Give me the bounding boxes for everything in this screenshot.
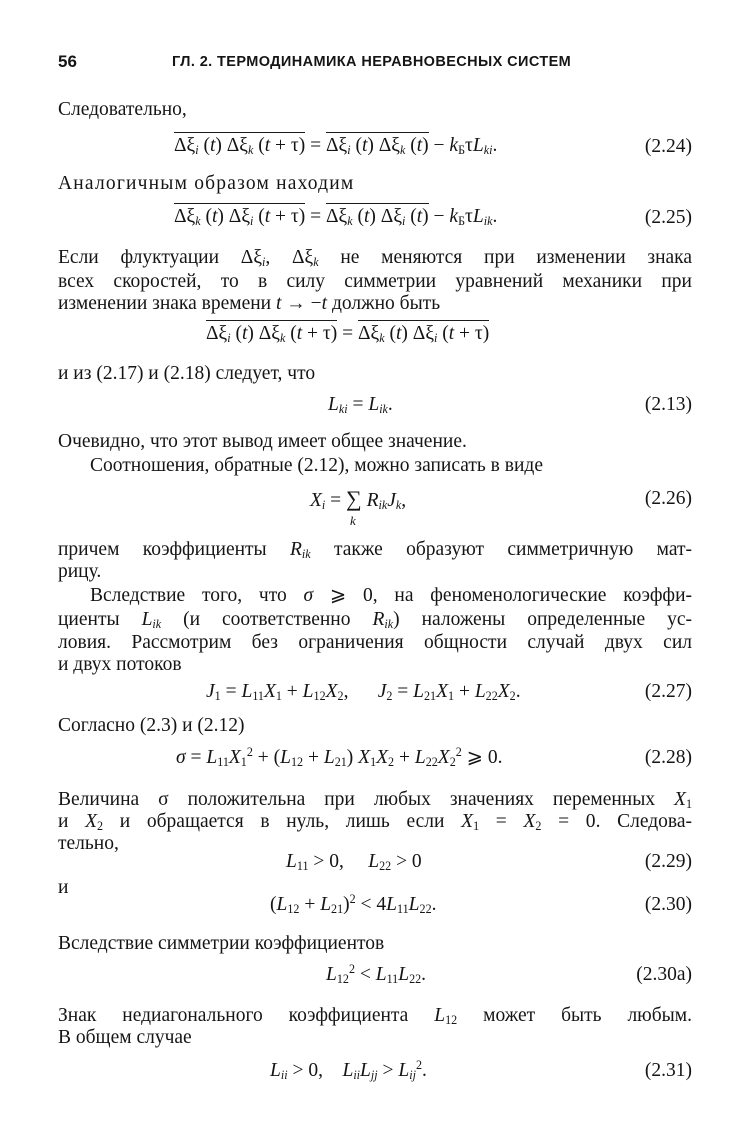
equation-2-26: $X_i$ = ∑ k $R_{ik}J_k$, [310, 486, 407, 528]
equation-2-31: $L_{ii} > 0$, $L_{ii}L_{jj} > L_{ij}^2$. [270, 1057, 427, 1083]
paragraph-sign-line-2: В общем случае [58, 1027, 192, 1048]
equation-2-25: $\Delta\xi_k$ (t) $\Delta\xi_i$ $(t + \tau) = \Delta\xi_k$ (t) $\Delta\xi_i$ $(t) - k_Б\tau L_{ik}$. [174, 203, 497, 230]
paragraph-coefficients-line-1: причем коэффициенты $R_{ik}$ также образуют симметричную мат- [58, 539, 692, 562]
page-number: 56 [58, 52, 77, 71]
equation-symmetry: $\Delta\xi_i$ (t) $\Delta\xi_k$ $(t + \tau) = \Delta\xi_k$ (t) $\Delta\xi_i$ (t + τ) [206, 320, 489, 347]
equation-2-24: $\Delta\xi_i$ (t) $\Delta\xi_k$ $(t + \tau) = \Delta\xi_i$ (t) $\Delta\xi_k$ $(t) - k_Б\tau L_{ki}$. [174, 132, 497, 159]
paragraph-sign-line-1: Знак недиагонального коэффициента $L_{12}$ может быть любым. [58, 1005, 692, 1028]
running-title: ГЛ. 2. ТЕРМОДИНАМИКА НЕРАВНОВЕСНЫХ СИСТЕМ [172, 54, 572, 70]
page-header [58, 52, 692, 78]
equation-number: (2.26) [644, 488, 692, 509]
paragraph-similarly: Аналогичным образом находим [58, 173, 355, 194]
equation-number: (2.13) [644, 394, 692, 415]
paragraph-sigma-line-4: и двух потоков [58, 654, 182, 675]
equation-number: (2.30) [644, 894, 692, 915]
paragraph-due-to-symmetry: Вследствие симметрии коэффициентов [58, 933, 385, 954]
paragraph-obviously: Очевидно, что этот вывод имеет общее значение. [58, 431, 467, 452]
paragraph-therefore: Следовательно, [58, 99, 187, 120]
equation-2-27: $J_1 = L_{11}X_1 + L_{12}X_2$, $J_2 = L_{21}X_1 + L_{22}X_2$. [206, 681, 521, 704]
paragraph-fluctuations-line-3: изменении знака времени t → −t должно быть [58, 293, 441, 314]
equation-number: (2.25) [644, 207, 692, 228]
equation-2-30a: $L_{12}^2 < L_{11}L_{22}$. [326, 961, 427, 987]
paragraph-according: Согласно (2.3) и (2.12) [58, 715, 245, 736]
equation-number: (2.31) [644, 1060, 692, 1081]
paragraph-magnitude-line-2: и $X_2$ и обращается в нуль, лишь если $X_1 = X_2 = 0$. Следова- [58, 811, 693, 834]
paragraph-sigma-line-1: Вследствие того, что σ ⩾ 0, на феноменологические коэффи- [90, 585, 692, 606]
paragraph-and: и [58, 877, 69, 898]
equation-2-29: $L_{11} > 0$, $L_{22} > 0$ [286, 851, 422, 874]
paragraph-fluctuations-line-2: всех скоростей, то в силу симметрии уравнений механики при [58, 271, 692, 292]
equation-number: (2.29) [644, 851, 692, 872]
paragraph-magnitude-line-1: Величина σ положительна при любых значениях переменных $X_1$ [58, 789, 692, 812]
paragraph-sigma-line-3: ловия. Рассмотрим без ограничения общности случай двух сил [58, 632, 692, 653]
summation-sign: ∑ k [346, 486, 362, 528]
equation-number: (2.28) [644, 747, 692, 768]
equation-2-30: $(L_{12} + L_{21})^2 < 4L_{11}L_{22}$. [270, 891, 437, 917]
equation-number: (2.27) [644, 681, 692, 702]
equation-2-28: $\sigma = L_{11}X_1^2 + (L_{12} + L_{21}) X_1X_2 + L_{22}X_2^2$ ⩾ 0. [176, 744, 503, 770]
paragraph-coefficients-line-2: рицу. [58, 561, 102, 582]
equation-2-13: $L_{ki} = L_{ik}$. [328, 394, 393, 417]
paragraph-sigma-line-2: циенты $L_{ik}$ (и соответственно $R_{ik}$) наложены определенные ус- [58, 609, 693, 632]
equation-number: (2.24) [644, 136, 692, 157]
paragraph-magnitude-line-3: тельно, [58, 833, 119, 854]
paragraph-fluctuations-line-1: Если флуктуации $\Delta\xi_i$, $\Delta\xi_k$ не меняются при изменении знака [58, 247, 692, 270]
paragraph-inverse-relations: Соотношения, обратные (2.12), можно записать в виде [90, 455, 543, 476]
paragraph-from-eqs: и из (2.17) и (2.18) следует, что [58, 363, 316, 384]
equation-number: (2.30a) [636, 964, 692, 985]
